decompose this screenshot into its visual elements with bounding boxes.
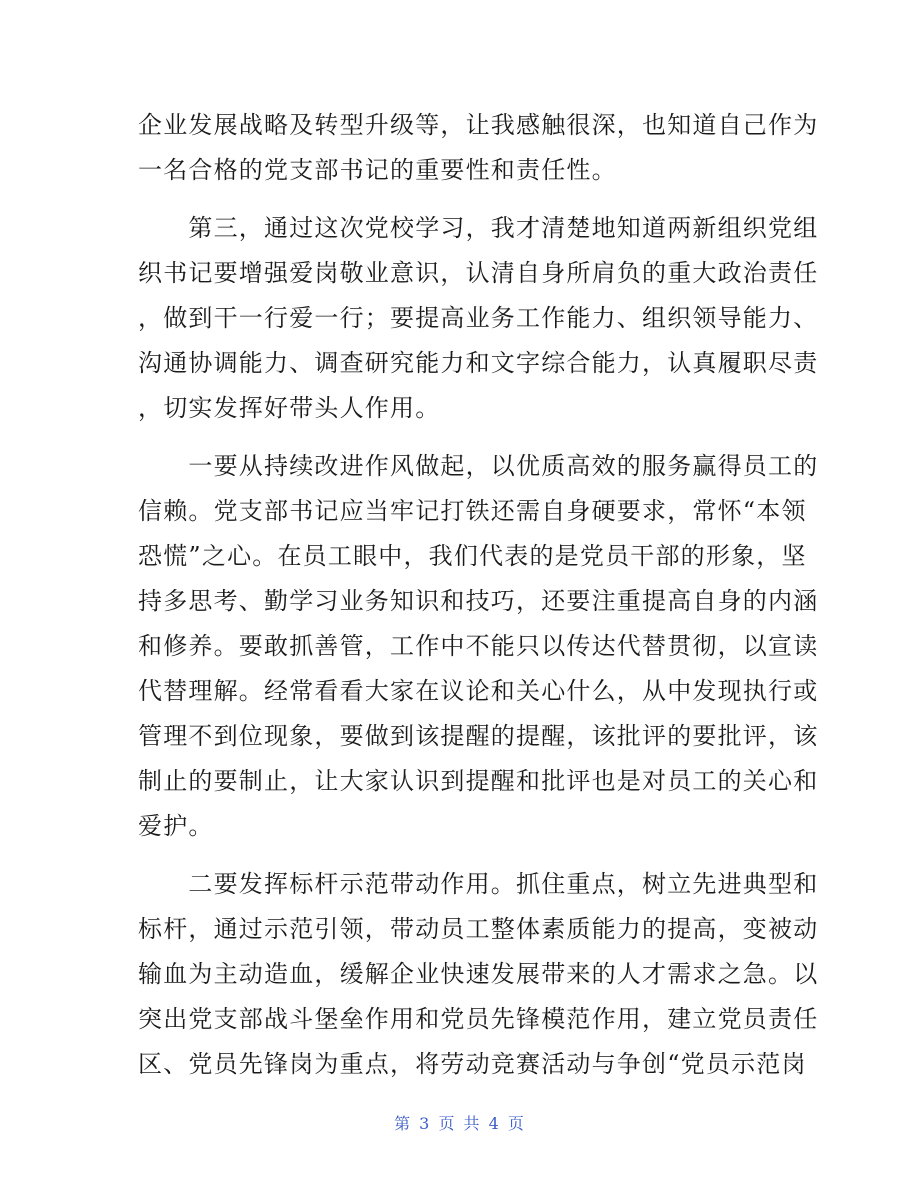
document-body [138, 103, 819, 1087]
text-line: 标杆，通过示范引领，带动员工整体素质能力的提高，变被动 [138, 915, 819, 943]
text-line: 制止的要制止，让大家认识到提醒和批评也是对员工的关心和 [138, 767, 819, 795]
text-line: 代替理解。经常看看大家在议论和关心什么，从中发现执行或 [138, 677, 819, 705]
text-line: 爱护。 [138, 812, 214, 840]
text-line: 突出党支部战斗堡垒作用和党员先锋模范作用，建立党员责任 [138, 1005, 819, 1033]
text-line: 第三，通过这次党校学习，我才清楚地知道两新组织党组 [138, 214, 819, 242]
paragraph-gap [138, 849, 788, 862]
text-line: 信赖。党支部书记应当牢记打铁还需自身硬要求，常怀“本领 [138, 497, 807, 525]
text-line: ，切实发挥好带头人作用。 [138, 394, 441, 422]
paragraph-gap [138, 193, 788, 206]
text-line: 输血为主动造血，缓解企业快速发展带来的人才需求之急。以 [138, 960, 819, 988]
text-line: 管理不到位现象，要做到该提醒的提醒，该批评的要批评，该 [138, 722, 819, 750]
text-line: 持多思考、勤学习业务知识和技巧，还要注重提高自身的内涵 [138, 587, 819, 615]
text-line: 二要发挥标杆示范带动作用。抓住重点，树立先进典型和 [138, 870, 819, 898]
text-line: 一要从持续改进作风做起，以优质高效的服务赢得员工的 [138, 452, 819, 480]
text-line: 恐慌”之心。在员工眼中，我们代表的是党员干部的形象，坚 [138, 542, 807, 570]
text-line: 和修养。要敢抓善管，工作中不能只以传达代替贯彻，以宣读 [138, 632, 819, 660]
text-line: ，做到干一行爱一行；要提高业务工作能力、组织领导能力、 [138, 304, 819, 332]
text-line: 织书记要增强爱岗敬业意识，认清自身所肩负的重大政治责任 [138, 259, 819, 287]
paragraph-gap [138, 431, 788, 444]
text-line: 区、党员先锋岗为重点，将劳动竞赛活动与争创“党员示范岗 [138, 1050, 807, 1078]
text-line: 沟通协调能力、调查研究能力和文字综合能力，认真履职尽责 [138, 349, 819, 377]
text-line: 企业发展战略及转型升级等，让我感触很深，也知道自己作为 [138, 111, 819, 139]
text-line: 一名合格的党支部书记的重要性和责任性。 [138, 156, 617, 184]
page-number-footer: 第 3 页 共 4 页 [394, 1114, 526, 1133]
